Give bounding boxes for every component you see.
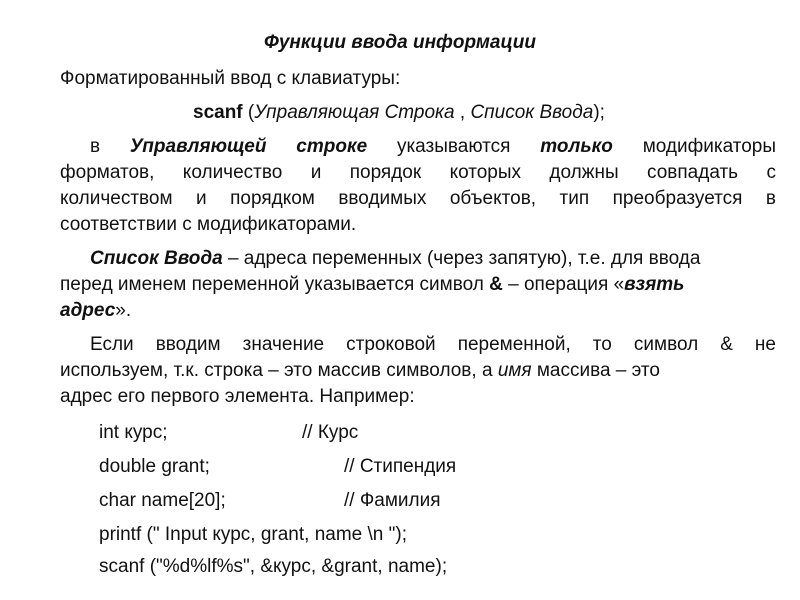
para2-line3 <box>60 298 776 324</box>
subtitle: Форматированный ввод с клавиатуры: <box>60 68 401 89</box>
para1-word1: в <box>90 136 101 157</box>
para1-control-string: Управляющей строке <box>129 136 368 157</box>
para1-word3: указываются <box>396 136 511 157</box>
para2-line1 <box>90 246 776 272</box>
scanf-input-list: Список Ввода <box>470 102 594 123</box>
para1-word5: модификаторы <box>642 136 777 157</box>
scanf-tail: ); <box>593 102 605 123</box>
para2-input-list: Список Ввода <box>90 248 223 269</box>
para3-line3: адрес его первого элемента. Например: <box>60 386 415 407</box>
para3-name: имя <box>497 360 532 381</box>
para1-line3: количеством и порядком вводимых объектов, тип преобразуется в <box>60 188 776 209</box>
para2-ampersand: & <box>489 274 503 295</box>
para1-line2: форматов, количество и порядок которых должны совпадать с <box>60 162 776 183</box>
code-line-2: double grant; <box>99 456 210 477</box>
scanf-separator: , <box>454 102 471 123</box>
para3-line1: Если вводим значение строковой переменной, то символ & не <box>90 334 776 355</box>
para3-line2 <box>60 358 776 384</box>
code-line-5: scanf ("%d%lf%s", &курс, &grant, name); <box>99 556 448 577</box>
para2-line2-mid: – операция « <box>502 274 625 295</box>
para2-rest1: – адреса переменных (через запятую), т.е. для ввода <box>222 248 701 269</box>
para1-line1 <box>90 134 776 160</box>
scanf-control-string: Управляющая Строка <box>254 102 455 123</box>
page-title: Функции ввода информации <box>264 32 536 53</box>
para1-only: только <box>540 136 613 157</box>
para3-line2-pre: используем, т.к. строка – это массив символов, а <box>60 360 498 381</box>
code-line-3: char name[20]; <box>99 490 226 511</box>
code-line-1: int курс; <box>99 422 168 443</box>
code-comment-3: // Фамилия <box>344 490 441 511</box>
para2-take: взять <box>624 274 685 295</box>
para2-line2-pre: перед именем переменной указывается символ <box>60 274 490 295</box>
scanf-syntax-line <box>193 100 605 126</box>
para2-line3-tail: ». <box>115 300 132 321</box>
code-comment-1: // Курс <box>302 422 359 443</box>
code-comment-2: // Стипендия <box>344 456 457 477</box>
code-line-4: printf (" Input курс, grant, name \n "); <box>99 524 407 545</box>
scanf-paren-open: ( <box>242 102 255 123</box>
scanf-keyword: scanf <box>193 102 243 123</box>
para2-address: адрес <box>60 300 116 321</box>
para3-line2-post: массива – это <box>531 360 660 381</box>
para2-line2 <box>60 272 776 298</box>
para1-line4: соответствии с модификаторами. <box>60 214 357 235</box>
